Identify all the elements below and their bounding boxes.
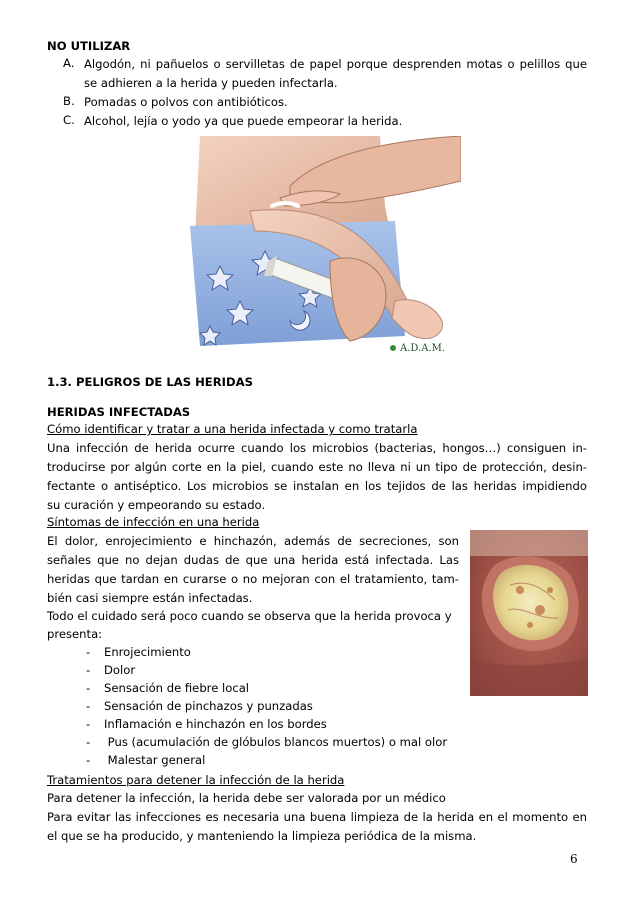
item-a-letter: A. [63, 56, 75, 70]
para5-line-1: Para evitar las infecciones es necesaria una buena limpieza de la herida en el momento en [47, 810, 587, 824]
list-dash: - [86, 717, 91, 731]
item-a-line-1: Algodón, ni pañuelos o servilletas de papel porque desprenden motas o pelillos que [84, 57, 587, 71]
cream-application-drawing [180, 136, 461, 358]
item-a-line-2: se adhieren a la herida y pueden infectarla. [84, 76, 338, 90]
symptom-item: Sensación de fiebre local [104, 681, 250, 695]
infected-wound-drawing [470, 530, 588, 696]
para2-line-3: heridas que tardan en curarse o no mejoran con el tratamiento, tam- [47, 572, 459, 586]
link-sintomas[interactable]: Síntomas de infección en una herida [47, 515, 260, 529]
list-dash: - [86, 699, 91, 713]
symptom-item: Pus (acumulación de glóbulos blancos muertos) o mal olor [104, 735, 448, 749]
para4: Para detener la infección, la herida debe ser valorada por un médico [47, 791, 446, 805]
symptom-item: Sensación de pinchazos y punzadas [104, 699, 313, 713]
para2-line-2: señales que no dejan dudas de que una herida está infectada. Las [47, 553, 459, 567]
symptom-item: Malestar general [104, 753, 206, 767]
para5-line-2: el que se ha producido, y manteniendo la limpieza periódica de la misma. [47, 829, 477, 843]
para2-line-4: bién casi siempre están infectadas. [47, 591, 253, 605]
section-title: 1.3. PELIGROS DE LAS HERIDAS [47, 375, 253, 389]
no-utilizar-heading: NO UTILIZAR [47, 39, 131, 53]
symptom-item: Dolor [104, 663, 136, 677]
item-b-letter: B. [63, 94, 75, 108]
item-b-text: Pomadas o polvos con antibióticos. [84, 95, 288, 109]
para3-line-2: presenta: [47, 627, 103, 641]
link-identificar-tratar[interactable]: Cómo identificar y tratar a una herida infectada y como tratarla [47, 422, 418, 436]
adam-watermark: A.D.A.M. [400, 343, 446, 354]
list-dash: - [86, 681, 91, 695]
para2-line-1: El dolor, enrojecimiento e hinchazón, además de secreciones, son [47, 534, 459, 548]
item-c-letter: C. [63, 113, 75, 127]
para1-line-1: Una infección de herida ocurre cuando los microbios (bacterias, hongos…) consiguen in- [47, 441, 587, 455]
para1-line-4: su curación y empeorando su estado. [47, 498, 266, 512]
para1-line-2: troducirse por algún corte en la piel, cuando este no lleva ni un tipo de protección, desin- [47, 460, 587, 474]
item-c-text: Alcohol, lejía o yodo ya que puede empeorar la herida. [84, 114, 403, 128]
list-dash: - [86, 735, 91, 749]
link-tratamientos[interactable]: Tratamientos para detener la infección de la herida [47, 773, 345, 787]
symptom-item: Inflamación e hinchazón en los bordes [104, 717, 327, 731]
list-dash: - [86, 753, 91, 767]
list-dash: - [86, 645, 91, 659]
infected-wound-photo [470, 530, 588, 696]
page-number: 6 [570, 852, 578, 866]
list-dash: - [86, 663, 91, 677]
para1-line-3: fectante o antiséptico. Los microbios se instalan en los tejidos de las heridas impidiendo [47, 479, 587, 493]
symptom-item: Enrojecimiento [104, 645, 191, 659]
para3-line-1: Todo el cuidado será poco cuando se observa que la herida provoca y [47, 609, 452, 623]
cream-application-illustration [180, 136, 461, 358]
heridas-infectadas-heading: HERIDAS INFECTADAS [47, 405, 191, 419]
